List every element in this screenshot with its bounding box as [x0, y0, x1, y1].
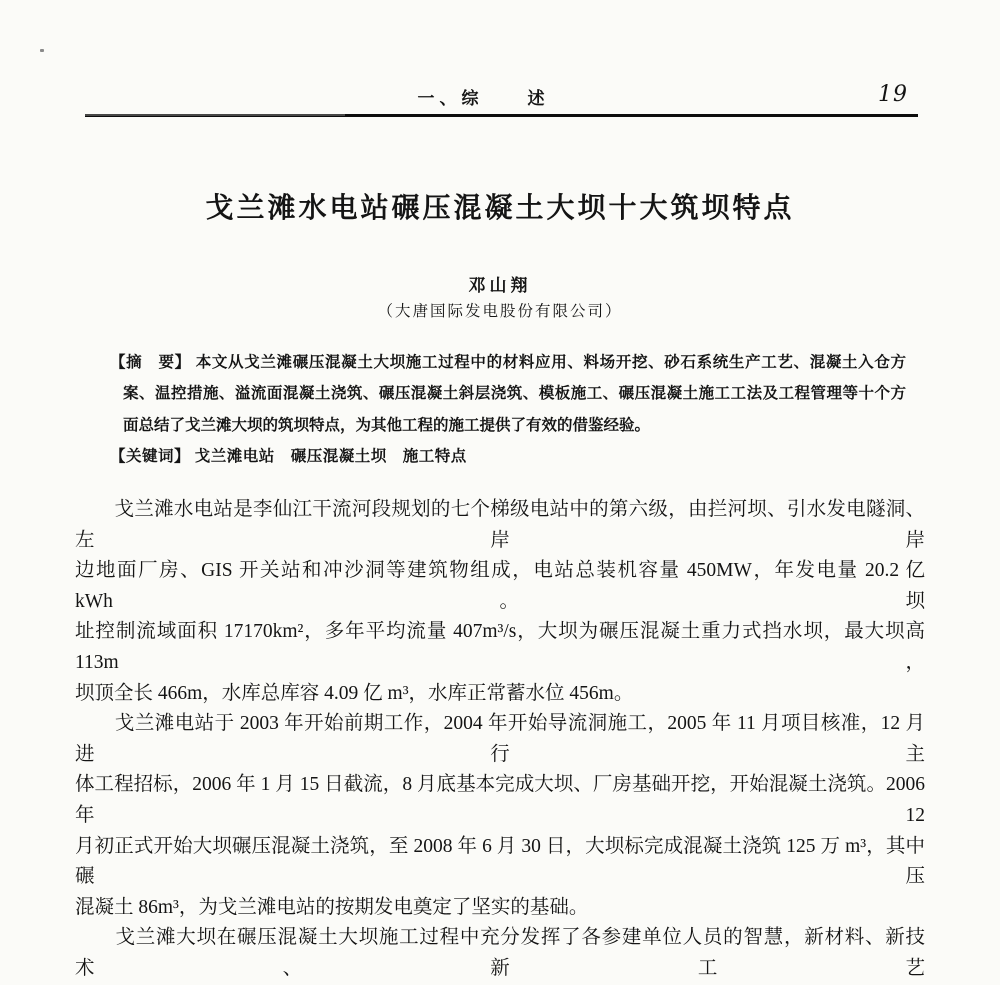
scan-artifact-dot: [40, 49, 44, 52]
author-affiliation: （大唐国际发电股份有限公司）: [377, 303, 623, 320]
section-heading: 一、综 述: [417, 89, 550, 108]
paragraph1-line: 坝顶全长 466m，水库总库容 4.09 亿 m³，水库正常蓄水位 456m。: [75, 682, 634, 704]
abstract-line: 面总结了戈兰滩大坝的筑坝特点，为其他工程的施工提供了有效的借鉴经验。: [123, 416, 651, 434]
paragraph2-line: 混凝土 86m³，为戈兰滩电站的按期发电奠定了坚实的基础。: [75, 896, 589, 918]
abstract-block: [110, 347, 906, 472]
abstract-line: 案、温控措施、溢流面混凝土浇筑、碾压混凝土斜层浇筑、模板施工、碾压混凝土施工工法及工程管理等十个方: [123, 385, 906, 403]
page-number: 19: [878, 82, 908, 107]
paragraph2-line: 戈兰滩电站于 2003 年开始前期工作，2004 年开始导流洞施工，2005 年 11 月项目核准，12 月进行主: [75, 713, 925, 765]
article-title: 戈兰滩水电站碾压混凝土大坝十大筑坝特点: [205, 192, 795, 223]
paragraph2-line: 体工程招标，2006 年 1 月 15 日截流，8 月底基本完成大坝、厂房基础开挖，开始混凝土浇筑。2006 年 12: [75, 774, 925, 826]
paragraph1-line: 边地面厂房、GIS 开关站和冲沙洞等建筑物组成，电站总装机容量 450MW，年发电量 20.2 亿 kWh。坝: [75, 560, 925, 612]
header-rule: [85, 114, 918, 117]
body-text: [75, 495, 925, 985]
author-name: 邓山翔: [468, 276, 532, 295]
clipped-paragraph-line: 戈兰滩大坝在碾压混凝土大坝施工过程中充分发挥了各参建单位人员的智慧，新材料、新技术、新工艺: [75, 927, 925, 979]
paragraph1-line: 戈兰滩水电站是李仙江干流河段规划的七个梯级电站中的第六级，由拦河坝、引水发电隧洞、左岸岸: [75, 499, 925, 551]
keywords-line: 【关键词】 戈兰滩电站 碾压混凝土坝 施工特点: [110, 447, 467, 465]
paragraph1-line: 址控制流域面积 17170km²，多年平均流量 407m³/s，大坝为碾压混凝土重力式挡水坝，最大坝高 113m，: [75, 621, 925, 673]
abstract-line: 【摘 要】 本文从戈兰滩碾压混凝土大坝施工过程中的材料应用、料场开挖、砂石系统生产工艺、混凝土入仓方: [110, 354, 906, 371]
running-header: [85, 84, 918, 112]
paragraph2-line: 月初正式开始大坝碾压混凝土浇筑，至 2008 年 6 月 30 日，大坝标完成混凝土浇筑 125 万 m³，其中碾压: [75, 835, 925, 888]
